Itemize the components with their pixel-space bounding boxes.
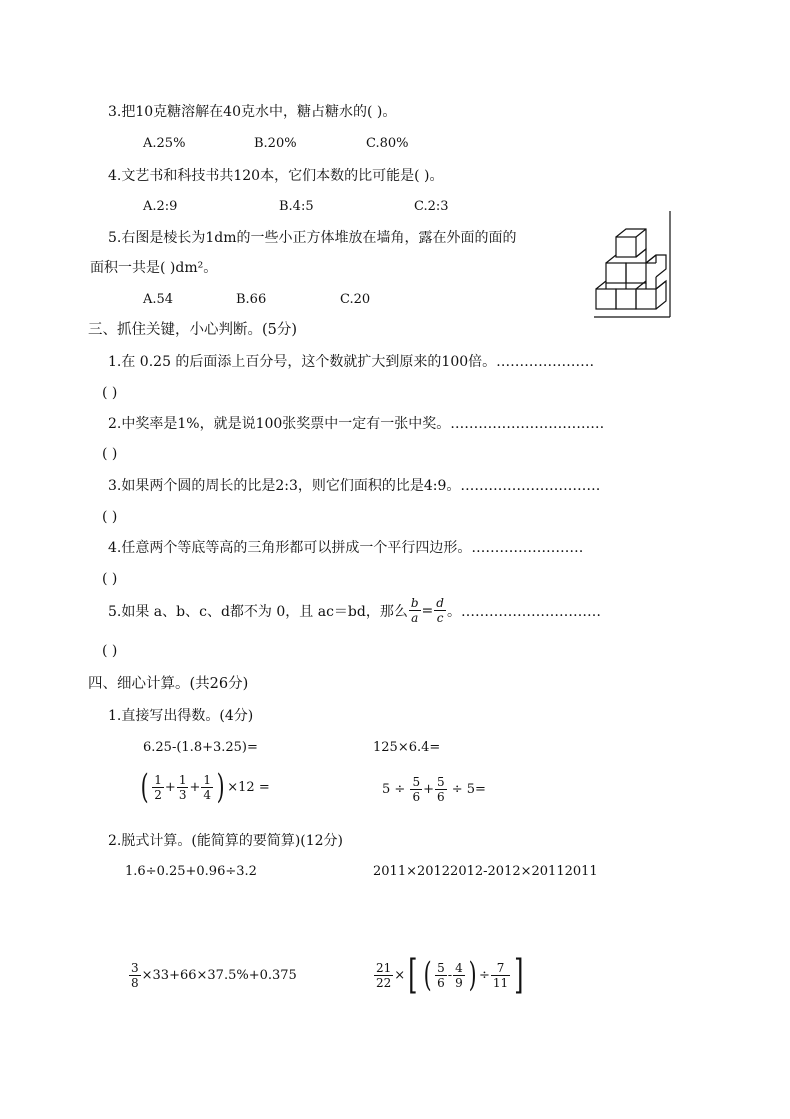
step-expr-3: $\frac{3}{8}$ ×33+66×37.5%+0.375 (131, 961, 297, 990)
fraction-d-over-c: $\frac{d}{c}$ (436, 596, 444, 625)
judge-2-text: 2.中奖率是1%，就是说100张奖票中一定有一张中奖。…………………………… (108, 416, 605, 432)
judge-2-answer[interactable]: ( ) (102, 446, 118, 462)
section-4-heading: 四、细心计算。(共26分) (88, 676, 249, 692)
q3-option-b: B.20% (254, 136, 297, 151)
q5-option-a: A.54 (143, 292, 174, 307)
step-expr-1: 1.6÷0.25+0.96÷3.2 (125, 864, 257, 879)
judge-5-text: 5.如果 a、b、c、d都不为 0，且 ac＝bd，那么 $\frac{b}{a}$ = $\frac{d}{c}$ 。………………………… (108, 596, 601, 625)
judge-1-answer[interactable]: ( ) (102, 385, 118, 401)
q5-option-b: B.66 (236, 292, 267, 307)
judge-4-text: 4.任意两个等底等高的三角形都可以拼成一个平行四边形。…………………… (108, 540, 584, 556)
judge-1-text: 1.在 0.25 的后面添上百分号，这个数就扩大到原来的100倍。………………… (108, 354, 595, 370)
calc-expr-2: 125×6.4= (373, 740, 441, 755)
calc-expr-4: 5 ÷ $\frac{5}{6}$ + $\frac{5}{6}$ ÷ 5= (382, 775, 486, 804)
section-3-heading: 三、抓住关键，小心判断。(5分) (88, 322, 298, 338)
part-2-title: 2.脱式计算。(能简算的要简算)(12分) (108, 833, 344, 849)
judge-4-answer[interactable]: ( ) (102, 571, 118, 587)
q5-option-c: C.20 (340, 292, 371, 307)
q4-option-c: C.2:3 (414, 199, 449, 214)
judge-3-answer[interactable]: ( ) (102, 509, 118, 525)
q4-option-b: B.4:5 (279, 199, 314, 214)
part-1-title: 1.直接写出得数。(4分) (108, 708, 254, 724)
q4-option-a: A.2:9 (143, 199, 178, 214)
calc-expr-3: ( $\frac{1}{2}$ + $\frac{1}{3}$ + $\frac{1}{4}$ ) ×12 = (140, 767, 270, 807)
step-expr-2: 2011×20122012-2012×20112011 (373, 864, 598, 879)
calc-expr-1: 6.25-(1.8+3.25)= (143, 740, 258, 755)
question-4: 4.文艺书和科技书共120本，它们本数的比可能是( )。 (108, 168, 444, 184)
question-5-line1: 5.右图是棱长为1dm的一些小正方体堆放在墙角，露在外面的面的 (108, 230, 517, 246)
question-5-line2: 面积一共是( )dm²。 (90, 260, 218, 276)
q3-option-c: C.80% (366, 136, 409, 151)
judge-3-text: 3.如果两个圆的周长的比是2:3，则它们面积的比是4:9。………………………… (108, 478, 601, 494)
fraction-b-over-a: $\frac{b}{a}$ (410, 596, 419, 625)
judge-5-answer[interactable]: ( ) (102, 643, 118, 659)
question-3: 3.把10克糖溶解在40克水中，糖占糖水的( )。 (108, 104, 397, 120)
q3-option-a: A.25% (143, 136, 186, 151)
step-expr-4: $\frac{21}{22}$ × [ ( $\frac{5}{6}$ - $\frac{4}{9}$ ) ÷ $\frac{7}{11}$ ] (376, 952, 524, 998)
cube-stack-figure (588, 205, 700, 320)
